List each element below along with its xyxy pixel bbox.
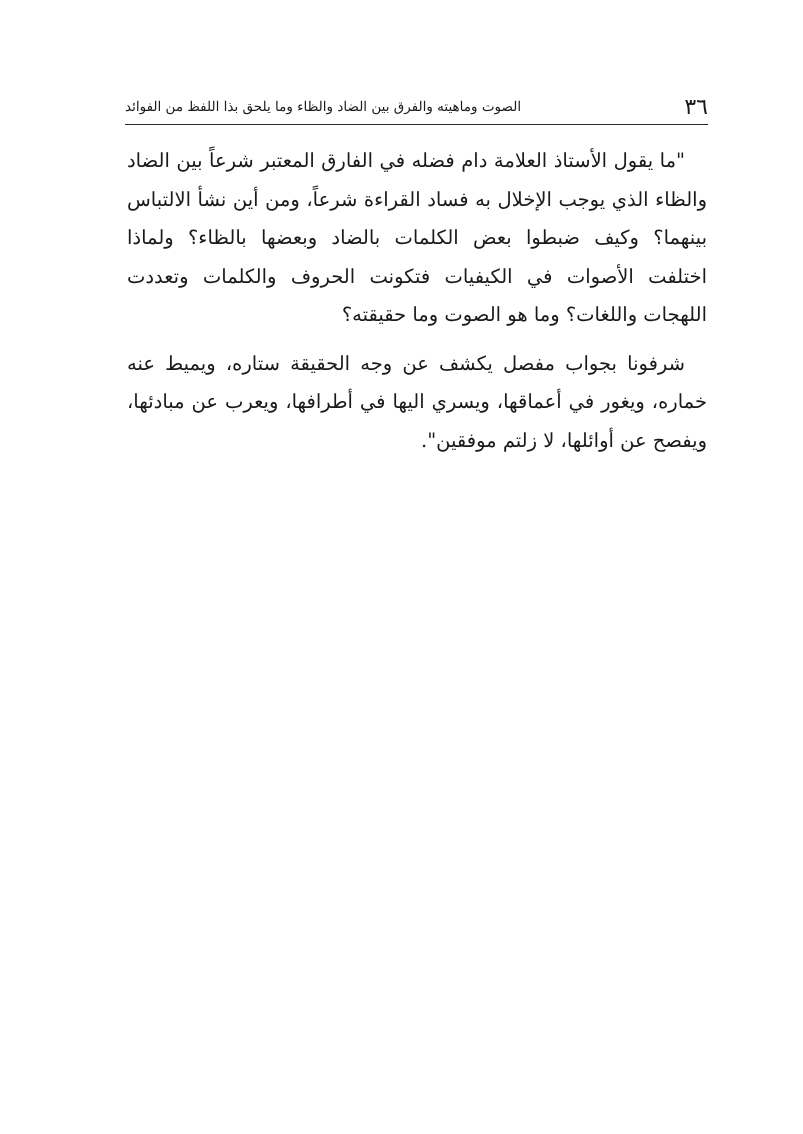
body-text bbox=[127, 142, 707, 470]
running-header bbox=[125, 90, 708, 125]
page-number: ٣٦ bbox=[684, 95, 708, 120]
question-paragraph: "ما يقول الأستاذ العلامة دام فضله في الفارق المعتبر شرعاً بين الضاد والظاء الذي يوجب الإخلال به فساد القراءة شرعاً، ومن أين نشأ الالتباس بينهما؟ وكيف ضبطوا بعض الكلمات بالضاد وبعضها بالظاء؟ ولماذا اختلفت الأصوات في الكيفيات فتكونت الحروف والكلمات وتعددت اللهجات واللغات؟ وما هو الصوت وما حقيقته؟ bbox=[127, 149, 707, 326]
running-title: الصوت وماهيته والفرق بين الضاد والظاء وما يلحق بذا اللفظ من الفوائد bbox=[125, 99, 522, 116]
request-paragraph: شرفونا بجواب مفصل يكشف عن وجه الحقيقة ستاره، ويميط عنه خماره، ويغور في أعماقها، ويسري اليها في أطرافها، ويعرب عن مبادئها، ويفصح عن أوائلها، لا زلتم موفقين". bbox=[127, 351, 707, 452]
